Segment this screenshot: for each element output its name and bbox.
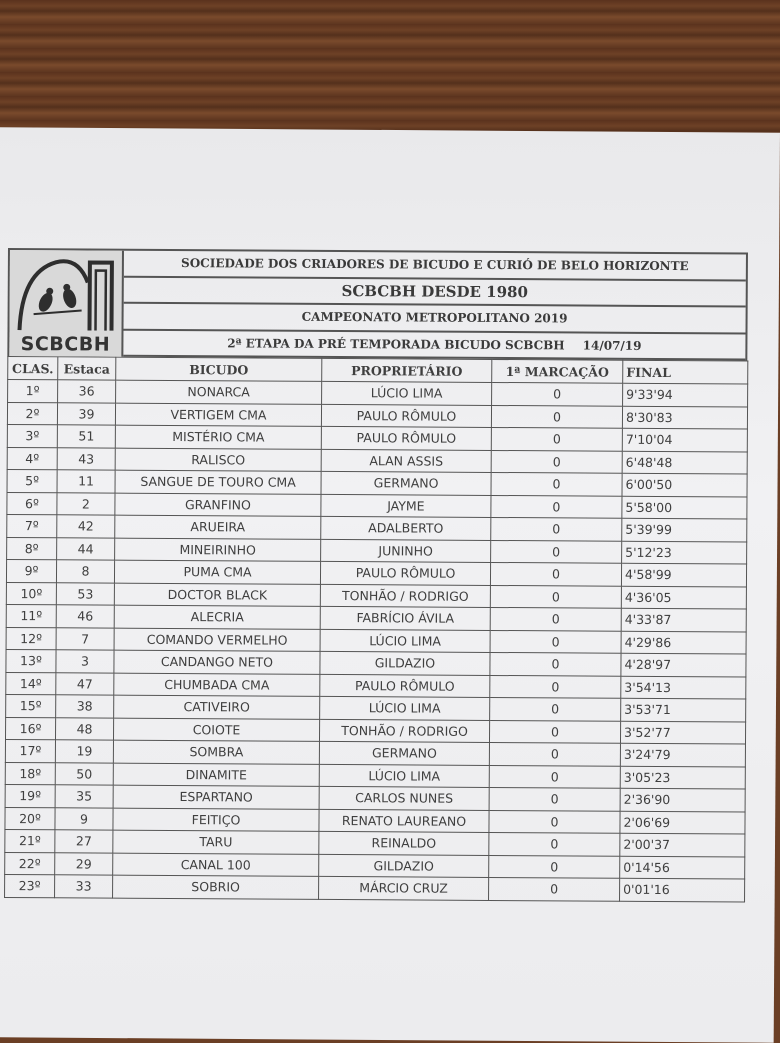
proprietario-cell: RENATO LAUREANO [319, 809, 489, 833]
clas-cell: 6º [7, 492, 57, 515]
bicudo-cell: GRANFINO [115, 493, 321, 517]
estaca-cell: 27 [55, 830, 113, 853]
stage-title: 2ª ETAPA DA PRÉ TEMPORADA BICUDO SCBCBH [227, 336, 565, 353]
clas-cell: 19º [5, 784, 55, 807]
final-cell: 3'53'71 [621, 698, 746, 721]
clas-cell: 21º [5, 829, 55, 852]
proprietario-cell: GILDAZIO [320, 651, 490, 675]
results-table [4, 356, 748, 902]
clas-cell: 8º [7, 537, 57, 560]
bicudo-cell: SOBRIO [113, 875, 319, 899]
final-cell: 2'00'37 [620, 833, 745, 856]
bicudo-cell: FEITIÇO [113, 808, 319, 832]
proprietario-cell: FABRÍCIO ÁVILA [320, 606, 490, 630]
proprietario-cell: ADALBERTO [321, 516, 491, 540]
estaca-cell: 33 [55, 875, 113, 898]
bicudo-cell: VERTIGEM CMA [115, 403, 321, 427]
marcacao-cell: 0 [489, 720, 620, 743]
marcacao-cell: 0 [490, 630, 621, 653]
proprietario-cell: TONHÃO / RODRIGO [320, 584, 490, 608]
estaca-cell: 2 [57, 492, 115, 515]
marcacao-cell: 0 [489, 832, 620, 855]
final-cell: 3'24'79 [620, 743, 745, 766]
bicudo-cell: MINEIRINHO [115, 538, 321, 562]
marcacao-cell: 0 [489, 855, 620, 878]
estaca-cell: 38 [56, 695, 114, 718]
bicudo-cell: DOCTOR BLACK [114, 583, 320, 607]
proprietario-cell: CARLOS NUNES [319, 786, 489, 810]
estaca-cell: 36 [58, 380, 116, 403]
final-cell: 0'01'16 [620, 878, 745, 901]
bicudo-cell: ARUEIRA [115, 515, 321, 539]
proprietario-cell: GERMANO [319, 741, 489, 765]
bicudo-cell: DINAMITE [113, 763, 319, 787]
clas-cell: 23º [5, 874, 55, 897]
marcacao-cell: 0 [490, 675, 621, 698]
table-body [5, 380, 748, 902]
marcacao-cell: 0 [490, 607, 621, 630]
proprietario-cell: LÚCIO LIMA [322, 381, 492, 405]
clas-cell: 14º [6, 672, 56, 695]
clas-cell: 13º [6, 649, 56, 672]
bicudo-cell: ALECRIA [114, 605, 320, 629]
championship-title: CAMPEONATO METROPOLITANO 2019 [123, 304, 745, 334]
estaca-cell: 39 [57, 402, 115, 425]
marcacao-cell: 0 [489, 742, 620, 765]
marcacao-cell: 0 [489, 810, 620, 833]
final-cell: 3'54'13 [621, 676, 746, 699]
clas-cell: 10º [6, 582, 56, 605]
clas-cell: 11º [6, 604, 56, 627]
estaca-cell: 48 [55, 717, 113, 740]
marcacao-cell: 0 [490, 697, 621, 720]
clas-cell: 2º [7, 402, 57, 425]
final-cell: 4'29'86 [621, 631, 746, 654]
proprietario-cell: JAYME [321, 494, 491, 518]
marcacao-cell: 0 [491, 450, 622, 473]
clas-cell: 17º [5, 739, 55, 762]
stage-date: 14/07/19 [582, 338, 642, 353]
estaca-cell: 3 [56, 650, 114, 673]
estaca-cell: 35 [55, 785, 113, 808]
proprietario-cell: REINALDO [319, 831, 489, 855]
estaca-cell: 51 [57, 425, 115, 448]
stage-line [123, 330, 745, 360]
marcacao-cell: 0 [490, 585, 621, 608]
bicudo-cell: TARU [113, 830, 319, 854]
final-cell: 5'58'00 [622, 496, 747, 519]
final-cell: 4'28'97 [621, 653, 746, 676]
clas-cell: 20º [5, 807, 55, 830]
results-sheet [4, 248, 748, 902]
final-cell: 4'33'87 [621, 608, 746, 631]
proprietario-cell: LÚCIO LIMA [319, 764, 489, 788]
proprietario-cell: JUNINHO [321, 539, 491, 563]
clas-cell: 1º [8, 380, 58, 403]
proprietario-cell: GERMANO [321, 471, 491, 495]
header-titles [123, 251, 746, 361]
estaca-cell: 8 [56, 560, 114, 583]
club-logo [9, 250, 124, 357]
proprietario-cell: MÁRCIO CRUZ [319, 876, 489, 900]
col-header-marcacao: 1ª MARCAÇÃO [492, 359, 623, 383]
col-header-proprietario: PROPRIETÁRIO [322, 358, 492, 382]
marcacao-cell: 0 [490, 652, 621, 675]
estaca-cell: 43 [57, 447, 115, 470]
clas-cell: 12º [6, 627, 56, 650]
proprietario-cell: PAULO RÔMULO [320, 561, 490, 585]
final-cell: 0'14'56 [620, 856, 745, 879]
col-header-clas: CLAS. [8, 357, 58, 380]
marcacao-cell: 0 [489, 877, 620, 900]
estaca-cell: 50 [55, 762, 113, 785]
proprietario-cell: GILDAZIO [319, 854, 489, 878]
org-name: SOCIEDADE DOS CRIADORES DE BICUDO E CURIÓ DE BELO HORIZONTE [124, 251, 746, 281]
col-header-final: FINAL [623, 360, 748, 384]
final-cell: 5'39'99 [622, 518, 747, 541]
bicudo-cell: SOMBRA [113, 740, 319, 764]
final-cell: 6'48'48 [622, 451, 747, 474]
proprietario-cell: PAULO RÔMULO [321, 426, 491, 450]
estaca-cell: 47 [56, 672, 114, 695]
estaca-cell: 42 [57, 515, 115, 538]
proprietario-cell: LÚCIO LIMA [320, 696, 490, 720]
estaca-cell: 19 [55, 740, 113, 763]
final-cell: 8'30'83 [622, 406, 747, 429]
bicudo-cell: CHUMBADA CMA [114, 673, 320, 697]
clas-cell: 15º [6, 694, 56, 717]
proprietario-cell: PAULO RÔMULO [320, 674, 490, 698]
marcacao-cell: 0 [491, 472, 622, 495]
clas-cell: 4º [7, 447, 57, 470]
marcacao-cell: 0 [491, 517, 622, 540]
final-cell: 3'52'77 [620, 721, 745, 744]
final-cell: 7'10'04 [622, 428, 747, 451]
marcacao-cell: 0 [491, 495, 622, 518]
bicudo-cell: SANGUE DE TOURO CMA [115, 470, 321, 494]
proprietario-cell: TONHÃO / RODRIGO [319, 719, 489, 743]
estaca-cell: 44 [57, 537, 115, 560]
marcacao-cell: 0 [489, 787, 620, 810]
bicudo-cell: CANAL 100 [113, 853, 319, 877]
clas-cell: 9º [6, 559, 56, 582]
col-header-estaca: Estaca [58, 357, 116, 380]
clas-cell: 18º [5, 762, 55, 785]
marcacao-cell: 0 [491, 427, 622, 450]
bicudo-cell: COIOTE [113, 718, 319, 742]
org-since: SCBCBH DESDE 1980 [124, 277, 746, 307]
final-cell: 5'12'23 [622, 541, 747, 564]
marcacao-cell: 0 [490, 562, 621, 585]
final-cell: 9'33'94 [623, 383, 748, 406]
estaca-cell: 9 [55, 807, 113, 830]
marcacao-cell: 0 [491, 405, 622, 428]
clas-cell: 7º [7, 514, 57, 537]
final-cell: 4'58'99 [621, 563, 746, 586]
bicudo-cell: RALISCO [115, 448, 321, 472]
estaca-cell: 29 [55, 852, 113, 875]
bicudo-cell: COMANDO VERMELHO [114, 628, 320, 652]
final-cell: 6'00'50 [622, 473, 747, 496]
final-cell: 2'06'69 [620, 811, 745, 834]
bicudo-cell: MISTÉRIO CMA [115, 425, 321, 449]
final-cell: 2'36'90 [620, 788, 745, 811]
col-header-bicudo: BICUDO [116, 357, 322, 381]
clas-cell: 5º [7, 469, 57, 492]
estaca-cell: 53 [56, 582, 114, 605]
marcacao-cell: 0 [492, 382, 623, 405]
clas-cell: 3º [7, 424, 57, 447]
clas-cell: 16º [5, 717, 55, 740]
estaca-cell: 46 [56, 605, 114, 628]
bicudo-cell: NONARCA [116, 380, 322, 404]
bicudo-cell: ESPARTANO [113, 785, 319, 809]
bicudo-cell: PUMA CMA [114, 560, 320, 584]
estaca-cell: 7 [56, 627, 114, 650]
bird-logo-icon [15, 252, 115, 333]
clas-cell: 22º [5, 852, 55, 875]
sheet-header [7, 248, 748, 361]
marcacao-cell: 0 [491, 540, 622, 563]
proprietario-cell: LÚCIO LIMA [320, 629, 490, 653]
proprietario-cell: PAULO RÔMULO [321, 404, 491, 428]
logo-text: SCBCBH [20, 333, 111, 356]
proprietario-cell: ALAN ASSIS [321, 449, 491, 473]
bicudo-cell: CANDANGO NETO [114, 650, 320, 674]
estaca-cell: 11 [57, 470, 115, 493]
final-cell: 3'05'23 [620, 766, 745, 789]
marcacao-cell: 0 [489, 765, 620, 788]
final-cell: 4'36'05 [621, 586, 746, 609]
bicudo-cell: CATIVEIRO [114, 695, 320, 719]
table-row [5, 874, 745, 901]
